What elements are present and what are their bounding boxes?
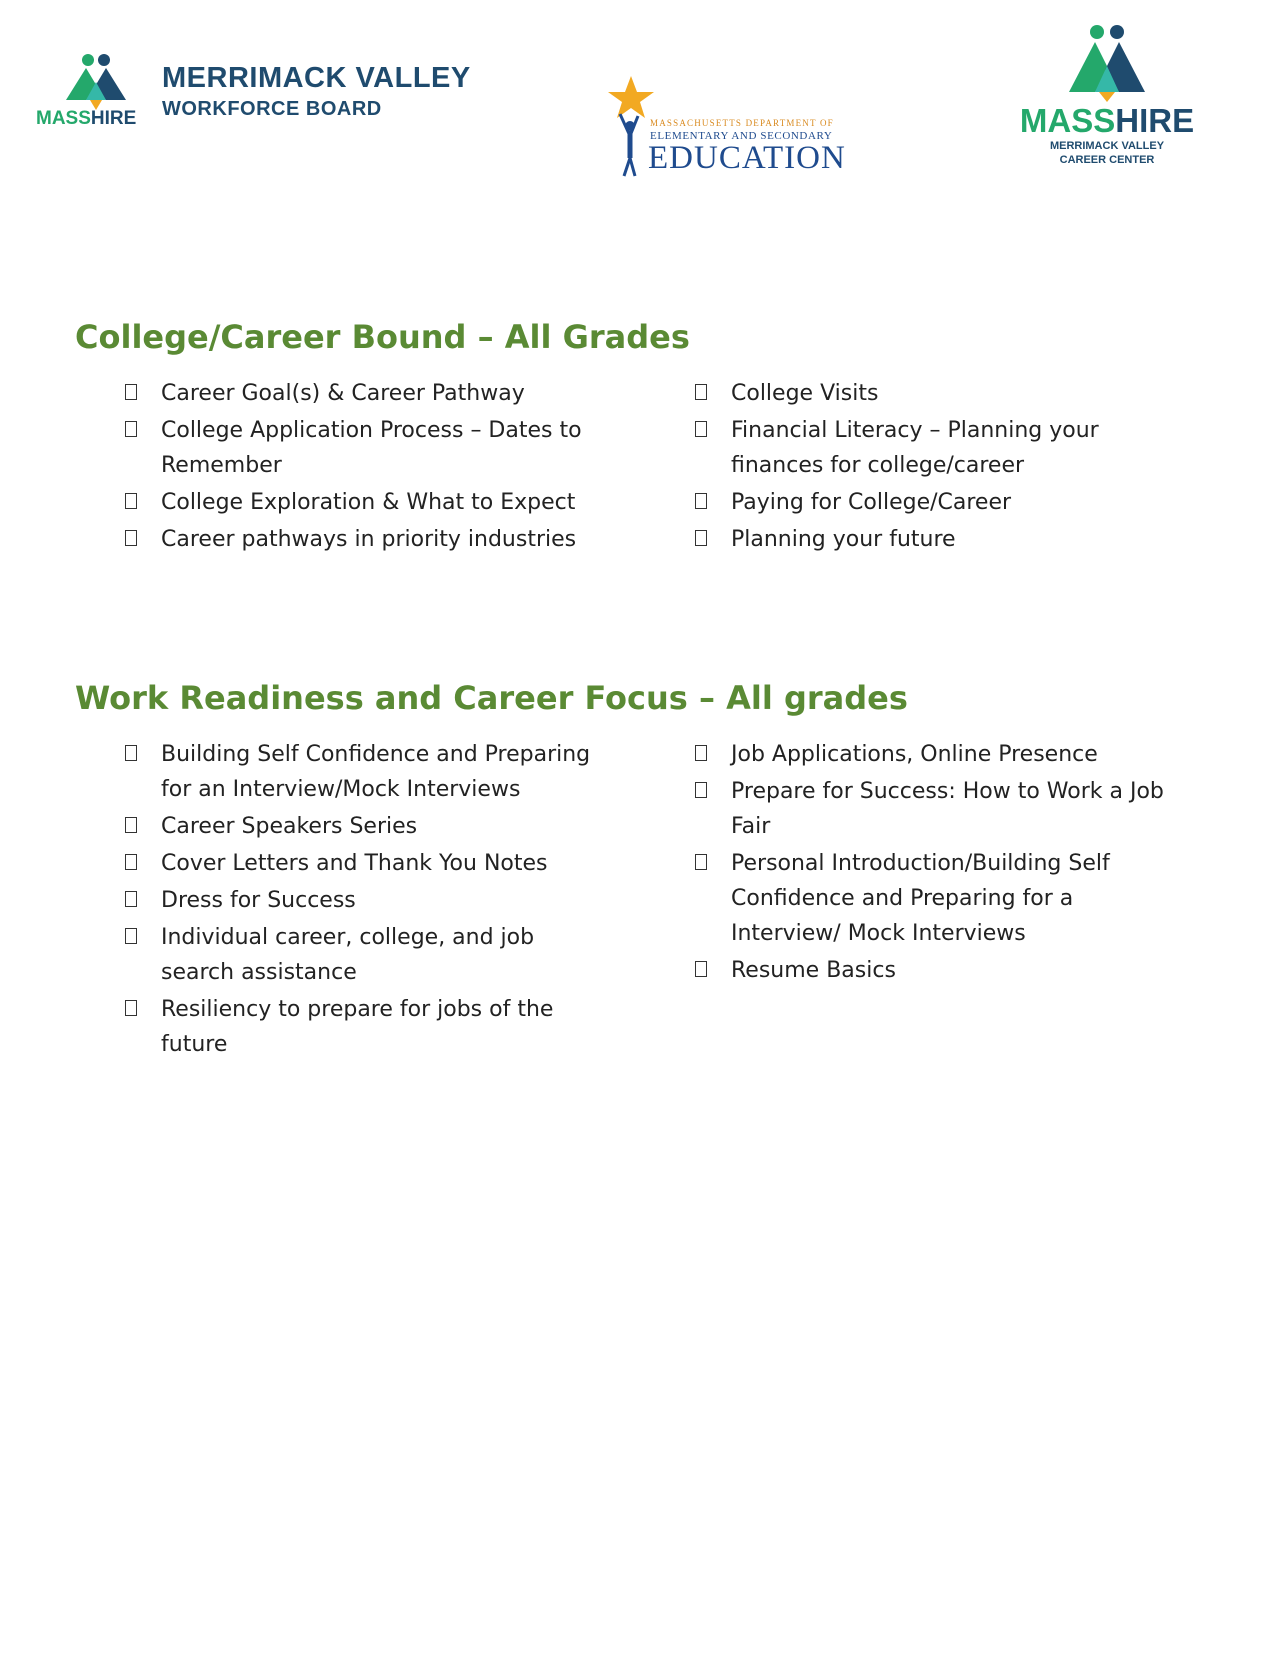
checklist-item: Paying for College/Career [695,485,1165,520]
section-work-readiness [75,679,1195,1137]
checklist-item: Individual career, college, and job search assistance [125,920,595,990]
logo-subtitle: WORKFORCE BOARD [162,98,382,120]
checkbox-icon [125,1000,137,1016]
logo-subtitle-2: CAREER CENTER [1059,154,1155,166]
checklist-item: Building Self Confidence and Preparing for an Interview/Mock Interviews [125,737,595,807]
checkbox-icon [695,421,707,437]
checklist-item: College Exploration & What to Expect [125,485,595,520]
checklist-item: Resume Basics [695,953,1165,988]
masshire-career-center-logo [1012,22,1202,172]
checkbox-icon [125,384,137,400]
checklist-item: Planning your future [695,522,1165,557]
logo-subtitle-1: MERRIMACK VALLEY [1049,140,1165,152]
logo-title: MERRIMACK VALLEY [162,62,471,94]
doe-dept-line: MASSACHUSETTS DEPARTMENT OF [650,118,834,128]
checklist-item: Personal Introduction/Building Self Confidence and Preparing for a Interview/ Mock Interviews [695,846,1165,951]
checklist-item: Career pathways in priority industries [125,522,595,557]
checkbox-icon [125,745,137,761]
doe-ese-line: ELEMENTARY AND SECONDARY [650,130,833,142]
checklist-item: Prepare for Success: How to Work a Job Fair [695,774,1165,844]
checklist-item: College Visits [695,376,1165,411]
checklist-item: Career Goal(s) & Career Pathway [125,376,595,411]
checklist-item: Dress for Success [125,883,595,918]
masshire-wordmark: MASSHIRE [1019,102,1195,139]
checklist-item: College Application Process – Dates to Remember [125,413,595,483]
checkbox-icon [125,928,137,944]
doe-education-line: EDUCATION [648,140,846,176]
checklist-item: Cover Letters and Thank You Notes [125,846,595,881]
masshire-people-icon [46,52,156,112]
checkbox-icon [695,745,707,761]
checkbox-icon [125,530,137,546]
masshire-workforce-board-logo [36,52,506,142]
checklist-item: Resiliency to prepare for jobs of the future [125,992,595,1062]
mass-doe-logo [606,74,856,184]
checkbox-icon [125,817,137,833]
checkbox-icon [695,854,707,870]
section-title: College/Career Bound – All Grades [75,318,690,356]
checkbox-icon [125,493,137,509]
checklist-item: Job Applications, Online Presence [695,737,1165,772]
masshire-people-icon [1047,22,1167,102]
checkbox-icon [695,493,707,509]
checklist-right [695,376,1165,559]
checkbox-icon [695,961,707,977]
checklist-left [125,737,595,1064]
checklist-item: Career Speakers Series [125,809,595,844]
checklist-right [695,737,1165,990]
masshire-wordmark: MASSHIRE [36,108,137,129]
checklist-left [125,376,595,559]
section-title: Work Readiness and Career Focus – All grades [75,679,908,717]
checkbox-icon [125,891,137,907]
checklist-item: Financial Literacy – Planning your finances for college/career [695,413,1165,483]
checkbox-icon [125,854,137,870]
checkbox-icon [695,530,707,546]
checkbox-icon [125,421,137,437]
checkbox-icon [695,384,707,400]
checkbox-icon [695,782,707,798]
